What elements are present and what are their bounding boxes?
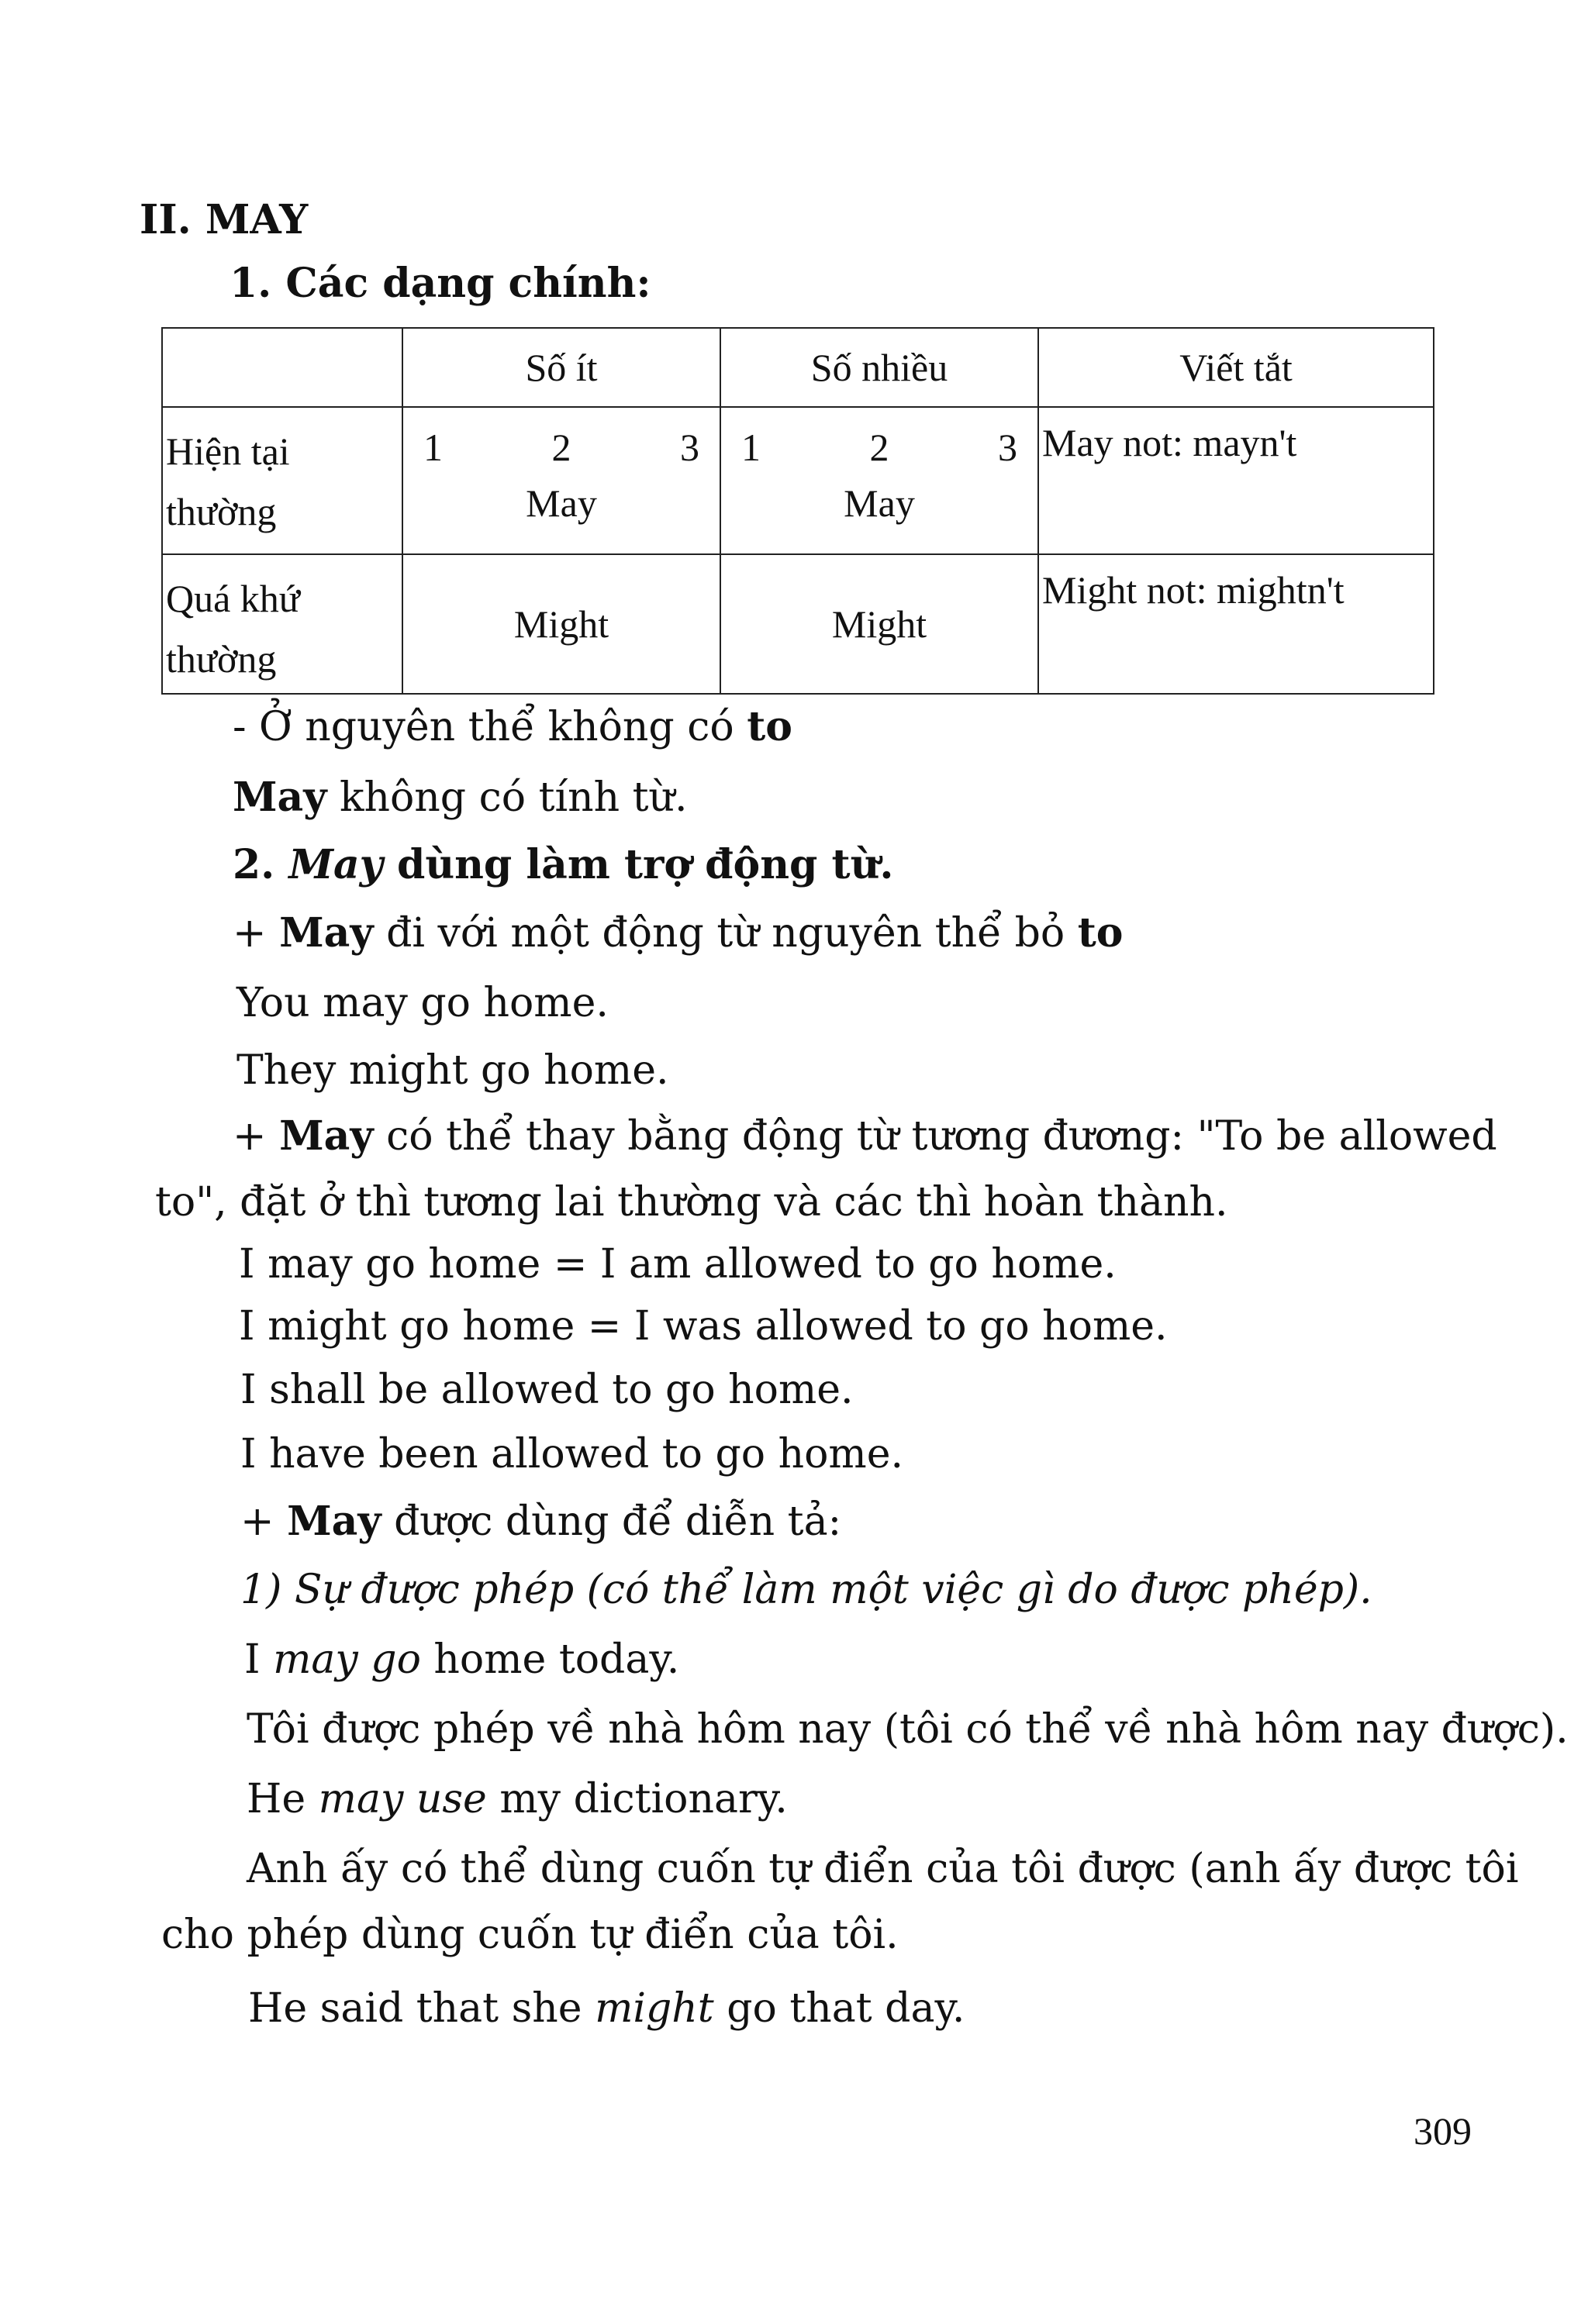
- example-line: [244, 1636, 680, 1683]
- example-line: You may go home.: [236, 980, 609, 1026]
- example-text: go that day.: [713, 1985, 965, 2032]
- header-singular: Số ít: [402, 328, 720, 407]
- header-cell-empty: [162, 328, 402, 407]
- bullet: +: [233, 1113, 280, 1160]
- sub-italic: May: [288, 841, 383, 888]
- past-plural-verb: Might: [720, 554, 1038, 694]
- point-bold: to: [1077, 909, 1124, 957]
- past-abbreviation: Might not: mightn't: [1038, 554, 1434, 694]
- person-3: 3: [680, 426, 699, 469]
- person-3: 3: [998, 426, 1017, 469]
- forms-table: [161, 327, 1434, 695]
- example-line: [247, 1776, 788, 1822]
- table-row-past: [162, 554, 1434, 694]
- example-italic: may use: [318, 1776, 487, 1822]
- past-singular-verb: Might: [402, 554, 720, 694]
- table-row-present: [162, 407, 1434, 554]
- note-bold: to: [747, 703, 792, 750]
- note-adjective: [233, 774, 688, 821]
- present-singular-verb: May: [526, 481, 597, 525]
- sub-rest: dùng làm trợ động từ.: [382, 841, 894, 888]
- point-text: có thể thay bằng động từ tương đương: "To be allowed: [373, 1113, 1497, 1160]
- point-text: đi với một động từ nguyên thể bỏ: [373, 910, 1078, 957]
- point-permission: 1) Sự được phép (có thể làm một việc gì do được phép).: [240, 1567, 1372, 1613]
- person-1: 1: [741, 426, 761, 469]
- example-line: I may go home = I am allowed to go home.: [239, 1241, 1117, 1288]
- person-1: 1: [423, 426, 443, 469]
- example-text: home today.: [420, 1636, 680, 1683]
- example-text: He said that she: [248, 1985, 596, 2032]
- note-bold: May: [233, 774, 327, 821]
- point-bold: May: [279, 909, 374, 957]
- point-equivalent: [233, 1112, 1497, 1160]
- row-label-present: Hiện tại thường: [162, 407, 402, 554]
- example-text: He: [247, 1776, 319, 1822]
- subheading-main-forms: 1. Các dạng chính:: [230, 260, 651, 307]
- example-line: I might go home = I was allowed to go home.: [239, 1303, 1168, 1350]
- present-plural-verb: May: [844, 481, 915, 525]
- point-bold: May: [279, 1112, 374, 1160]
- table-header-row: [162, 328, 1434, 407]
- example-italic: might: [595, 1985, 714, 2032]
- present-abbreviation: May not: mayn't: [1038, 407, 1434, 554]
- note-text: không có tính từ.: [326, 774, 688, 821]
- point-infinitive: [233, 909, 1124, 957]
- note-text: - Ở nguyên thể không có: [233, 704, 747, 750]
- person-2: 2: [551, 426, 571, 469]
- person-2: 2: [869, 426, 889, 469]
- bullet: +: [233, 910, 280, 957]
- point-equivalent-continued: to", đặt ở thì tương lai thường và các thì hoàn thành.: [155, 1179, 1228, 1226]
- subheading-auxiliary: [233, 841, 894, 888]
- translation-line: Anh ấy có thể dùng cuốn tự điển của tôi được (anh ấy được tôi: [247, 1846, 1519, 1892]
- row-label-past: Quá khứ thường: [162, 554, 402, 694]
- point-expresses: [240, 1498, 842, 1545]
- example-line: I shall be allowed to go home.: [240, 1367, 854, 1413]
- point-bold: May: [287, 1498, 381, 1545]
- page-number: 309: [1414, 2109, 1472, 2153]
- translation-continued: cho phép dùng cuốn tự điển của tôi.: [161, 1912, 899, 1958]
- example-line: They might go home.: [236, 1047, 669, 1094]
- translation-line: Tôi được phép về nhà hôm nay (tôi có thể về nhà hôm nay được).: [247, 1706, 1569, 1753]
- point-text: được dùng để diễn tả:: [381, 1498, 842, 1545]
- sub-num: 2.: [233, 841, 289, 888]
- example-text: my dictionary.: [486, 1776, 788, 1822]
- example-italic: may go: [273, 1636, 421, 1683]
- example-text: I: [244, 1636, 274, 1683]
- header-plural: Số nhiều: [720, 328, 1038, 407]
- note-infinitive: [233, 703, 792, 750]
- header-abbreviation: Viết tắt: [1038, 328, 1434, 407]
- bullet: +: [240, 1498, 288, 1545]
- example-line: I have been allowed to go home.: [240, 1431, 904, 1477]
- present-singular-cell: [402, 407, 720, 554]
- section-title: II. MAY: [140, 196, 309, 243]
- example-line: [248, 1985, 965, 2032]
- present-plural-cell: [720, 407, 1038, 554]
